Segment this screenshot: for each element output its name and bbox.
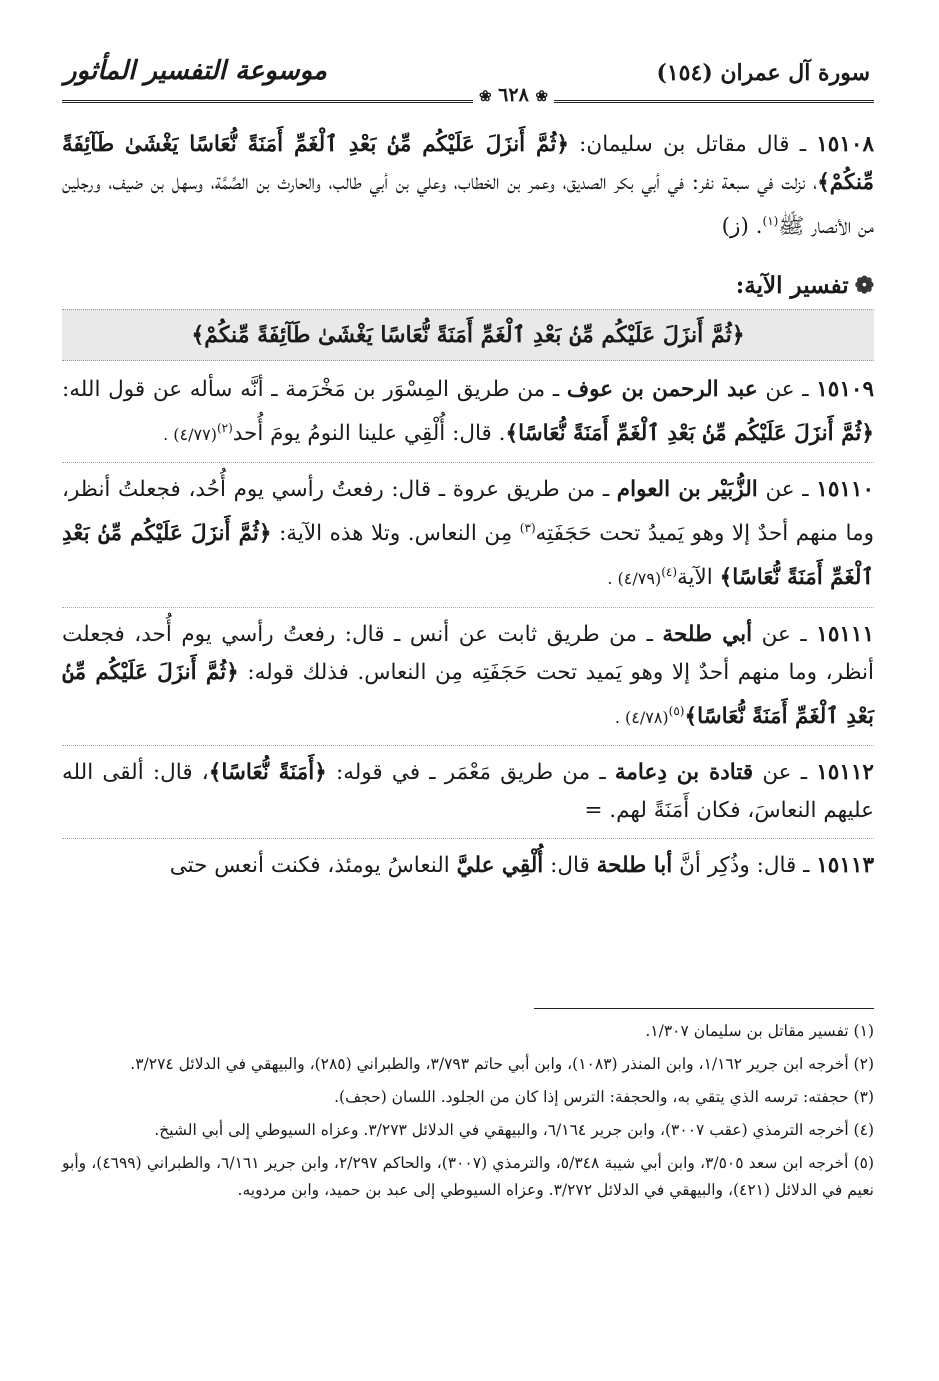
- narration-15110: [62, 471, 874, 598]
- quran-quote: ﴿ثُمَّ أَنزَلَ عَلَيْكُم مِّنۢ بَعْدِ ٱلْغَمِّ أَمَنَةً نُّعَاسًا﴾: [62, 659, 874, 729]
- narration-text: ، نزلت في سبعة نفر: في أبي بكر الصديق، وعمر بن الخطاب، وعلي بن أبي طالب، والحارث بن الصِّمَّة، وسهل بن ضيف، ورجلين من الأنصار: [62, 170, 874, 240]
- narration-number: ١٥١٠٨: [816, 132, 874, 157]
- narration-text: النعاسُ يومئذ، فكنت أنعس حتى: [169, 852, 457, 878]
- section-heading: [62, 272, 874, 299]
- narrator-name: قتادة بن دِعامة: [614, 759, 754, 785]
- surah-title: سورة آل عمران (١٥٤): [656, 60, 870, 86]
- narration-text: ـ عن: [753, 759, 817, 785]
- narration-text: ، قال: ألقى الله عليهم النعاسَ، فكان أَمَنَةً لهم. =: [62, 759, 874, 823]
- header-rule: [62, 100, 874, 103]
- footnote-marker: (٤): [661, 565, 678, 580]
- quran-quote: ﴿ثُمَّ أَنزَلَ عَلَيْكُم مِّنۢ بَعْدِ ٱلْغَمِّ أَمَنَةً نُّعَاسًا﴾: [505, 421, 874, 447]
- narration-number: ١٥١١٣: [816, 852, 874, 878]
- narration-text: ـ من طريق المِسْوَر بن مَخْرَمة ـ أنَّه سأله عن قول الله:: [62, 377, 567, 403]
- narration-text: ـ من طريق ثابت عن أنس ـ قال: رفعتُ رأسي يوم أُحد، فجعلت أنظر، وما منهم أحدٌ إلا وهو يَميد تحت حَجَفَتِه مِن النعاس. فذلك قوله:: [62, 621, 874, 685]
- flower-icon: ❁: [854, 272, 874, 300]
- footnotes: [62, 1018, 874, 1210]
- narration-number: ١٥١١١: [816, 621, 875, 647]
- quran-quote: ﴿أَمَنَةً نُّعَاسًا﴾: [208, 759, 327, 785]
- narration-text: الآية: [677, 565, 720, 591]
- footnote-marker: (٢): [216, 421, 233, 436]
- narration-text: ـ عن: [757, 377, 817, 403]
- footnote-marker: (٣): [519, 521, 536, 536]
- volume-reference: . (٤/٧٨): [614, 707, 669, 727]
- narration-text: قال:: [543, 852, 597, 878]
- divider: [62, 838, 874, 839]
- book-title: موسوعة التفسير المأثور: [64, 56, 327, 86]
- narration-text: ـ قال: وذُكِر أنَّ: [672, 852, 817, 878]
- divider: [62, 745, 874, 746]
- ornament-icon: ❀: [535, 87, 548, 105]
- narration-15112: [62, 754, 874, 830]
- divider: [62, 462, 874, 463]
- page-number: ٦٢٨: [498, 84, 529, 106]
- narration-text: ـ من طريق عروة ـ قال: رفعتُ رأسي يوم أُحُد، فجعلتُ أنظر، وما منهم أحدٌ إلا وهو يَميدُ تحت حَجَفَتِه: [62, 477, 874, 547]
- footnote-marker: (١): [762, 214, 779, 228]
- page-header: [62, 48, 874, 116]
- narration-number: ١٥١١٢: [816, 759, 874, 785]
- narration-text: . (ز): [721, 214, 763, 240]
- narrator-name: عبد الرحمن بن عوف: [566, 377, 758, 403]
- footnote-5: (٥) أخرجه ابن سعد ٣/٥٠٥، وابن أبي شيبة ٥/٣٤٨، والترمذي (٣٠٠٧)، والحاكم ٢/٢٩٧، وابن جرير ٦/١٦١، والطبراني (٤٦٩٩)، وأبو نعيم في الدلائل (٤٢١)، والبيهقي في الدلائل ٣/٢٧٢. وعزاه السيوطي إلى عبد بن حميد، وابن مردويه.: [62, 1154, 875, 1199]
- narration-15111: [62, 616, 874, 737]
- narration-number: ١٥١١٠: [816, 477, 875, 503]
- footnote-1: (١) تفسير مقاتل بن سليمان ١/٣٠٧.: [645, 1022, 874, 1040]
- book-page: [62, 48, 874, 1348]
- volume-reference: . (٤/٧٩): [607, 569, 662, 589]
- page-number-block: [473, 84, 554, 106]
- narration-text: ـ عن: [752, 621, 817, 647]
- footnote-4: (٤) أخرجه الترمذي (عقب ٣٠٠٧)، وابن جرير ٦/١٦٤، والبيهقي في الدلائل ٣/٢٧٣. وعزاه السيوطي إلى أبي الشيخ.: [154, 1121, 874, 1139]
- narrator-name: أبا طلحة: [596, 852, 673, 878]
- verse-box: ﴿ثُمَّ أَنزَلَ عَلَيْكُم مِّنۢ بَعْدِ ٱلْغَمِّ أَمَنَةً نُّعَاسًا يَغْشَىٰ طَآئِفَةً مِّنكُمْ﴾: [62, 309, 874, 361]
- quoted-phrase: أُلْقِي عليَّ: [456, 852, 544, 878]
- narration-text: ـ قال مقاتل بن سليمان:: [568, 132, 817, 157]
- narration-15113: [62, 847, 874, 885]
- volume-reference: . (٤/٧٧): [163, 425, 217, 445]
- footnote-rule: [534, 1008, 874, 1009]
- footnote-marker: (٥): [668, 703, 685, 718]
- narration-text: مِن النعاس. وتلا هذه الآية:: [271, 521, 520, 547]
- divider: [62, 607, 874, 608]
- footnote-3: (٣) حجفته: ترسه الذي يتقي به، والحجفة: الترس إذا كان من الجلود. اللسان (حجف).: [334, 1088, 874, 1106]
- narration-number: ١٥١٠٩: [816, 377, 874, 403]
- narration-text: ـ من طريق مَعْمَر ـ في قوله:: [326, 759, 615, 785]
- narration-15109: [62, 371, 874, 454]
- narration-text: ـ عن: [757, 477, 817, 503]
- page-content: [62, 126, 874, 893]
- section-title: تفسير الآية:: [735, 272, 849, 300]
- narration-15108: [62, 126, 874, 246]
- ornament-icon: ❀: [478, 87, 492, 105]
- narrator-name: الزُّبَيْر بن العوام: [616, 477, 758, 503]
- narrator-name: أبي طلحة: [662, 621, 753, 647]
- quran-quote: ﴿ثُمَّ أَنزَلَ عَلَيْكُم مِّنۢ بَعْدِ ٱلْغَمِّ أَمَنَةً نُّعَاسًا﴾: [62, 521, 874, 591]
- honorific-glyph: ﷺ: [778, 214, 805, 240]
- quran-quote: ﴿ثُمَّ أَنزَلَ عَلَيْكُم مِّنۢ بَعْدِ ٱلْغَمِّ أَمَنَةً نُّعَاسًا يَغْشَىٰ طَآئِفَةً مِّنكُمْ﴾: [62, 132, 874, 195]
- narration-text: . قال: أُلْقِي علينا النومُ يومَ أُحد: [232, 421, 506, 447]
- footnote-2: (٢) أخرجه ابن جرير ١/١٦٢، وابن المنذر (١٠٨٣)، وابن أبي حاتم ٣/٧٩٣، والطبراني (٢٨٥)، والبيهقي في الدلائل ٣/٢٧٤.: [130, 1055, 874, 1073]
